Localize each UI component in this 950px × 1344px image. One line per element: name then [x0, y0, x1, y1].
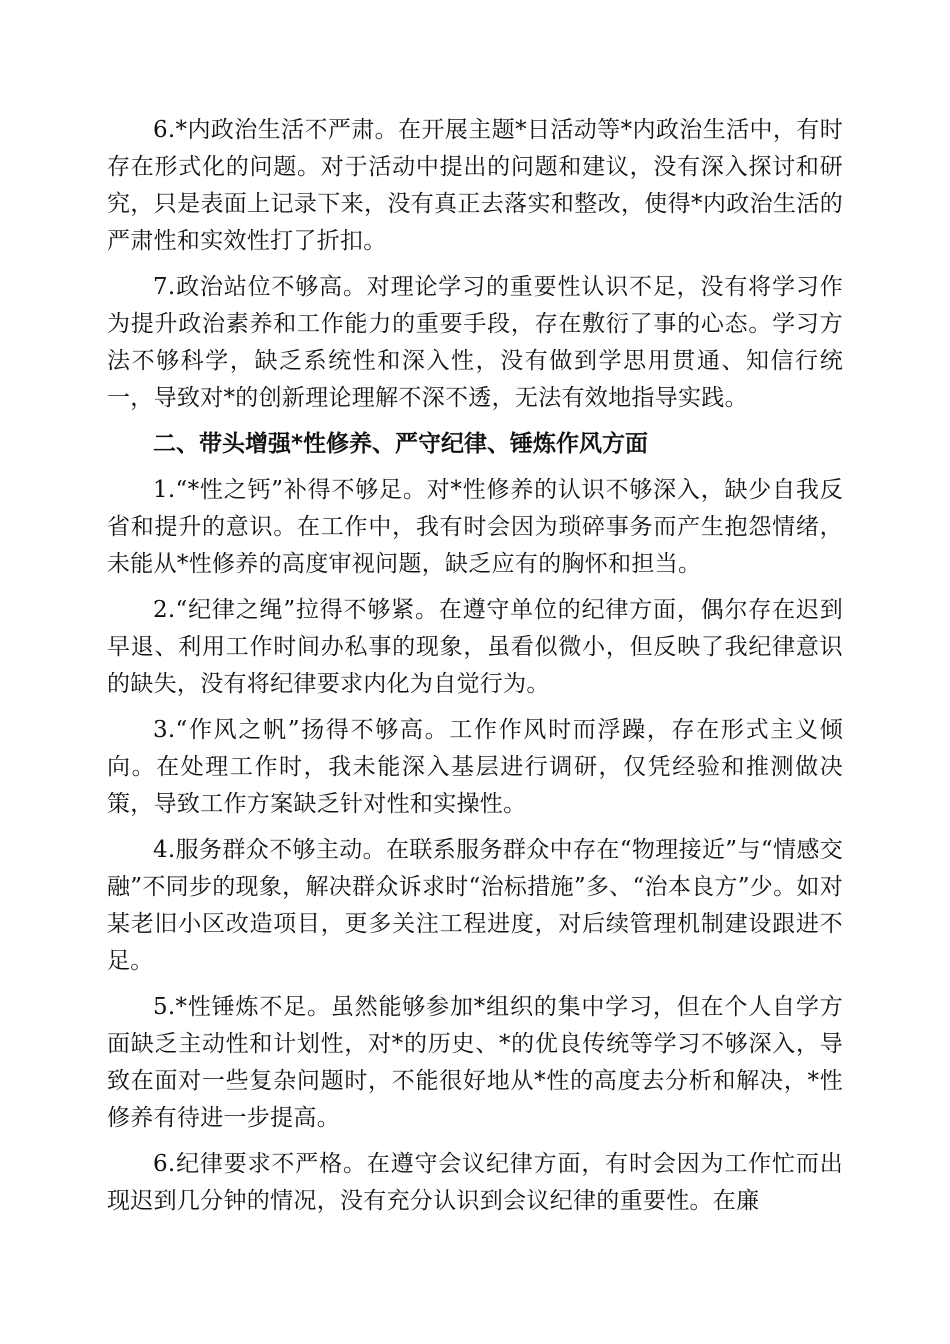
paragraph-item-7-political-stance: 7.政治站位不够高。对理论学习的重要性认识不足，没有将学习作为提升政治素养和工作能力的重要手段，存在敷衍了事的心态。学习方法不够科学，缺乏系统性和深入性，没有做到学思用贯通、知信行统一，导致对*的创新理论理解不深不透，无法有效地指导实践。: [107, 274, 843, 411]
section-heading-2: 二、带头增强*性修养、严守纪律、锤炼作风方面: [153, 431, 649, 457]
paragraph-item-6-political-life: 6.*内政治生活不严肃。在开展主题*日活动等*内政治生活中，有时存在形式化的问题。对于活动中提出的问题和建议，没有深入探讨和研究，只是表面上记录下来，没有真正去落实和整改，使得*内政治生活的严肃性和实效性打了折扣。: [107, 117, 843, 254]
paragraph-item-2-discipline: 2.“纪律之绳”拉得不够紧。在遵守单位的纪律方面，偶尔存在迟到早退、利用工作时间办私事的现象，虽看似微小，但反映了我纪律意识的缺失，没有将纪律要求内化为自觉行为。: [107, 597, 843, 697]
paragraph-item-4-serving-masses: 4.服务群众不够主动。在联系服务群众中存在“物理接近”与“情感交融”不同步的现象，解决群众诉求时“治标措施”多、“治本良方”少。如对某老旧小区改造项目，更多关注工程进度，对后续管理机制建设跟进不足。: [107, 837, 843, 974]
paragraph-item-1-cultivation: 1.“*性之钙”补得不够足。对*性修养的认识不够深入，缺少自我反省和提升的意识。在工作中，我有时会因为琐碎事务而产生抱怨情绪，未能从*性修养的高度审视问题，缺乏应有的胸怀和担当。: [107, 477, 843, 577]
paragraph-item-5-tempering: 5.*性锤炼不足。虽然能够参加*组织的集中学习，但在个人自学方面缺乏主动性和计划性，对*的历史、*的优良传统等学习不够深入，导致在面对一些复杂问题时，不能很好地从*性的高度去分析和解决，*性修养有待进一步提高。: [107, 994, 843, 1131]
paragraph-item-6-discipline-requirements: 6.纪律要求不严格。在遵守会议纪律方面，有时会因为工作忙而出现迟到几分钟的情况，没有充分认识到会议纪律的重要性。在廉: [107, 1151, 843, 1214]
paragraph-item-3-work-style: 3.“作风之帆”扬得不够高。工作作风时而浮躁，存在形式主义倾向。在处理工作时，我未能深入基层进行调研，仅凭经验和推测做决策，导致工作方案缺乏针对性和实操性。: [107, 717, 843, 817]
document-page: [107, 112, 843, 1229]
